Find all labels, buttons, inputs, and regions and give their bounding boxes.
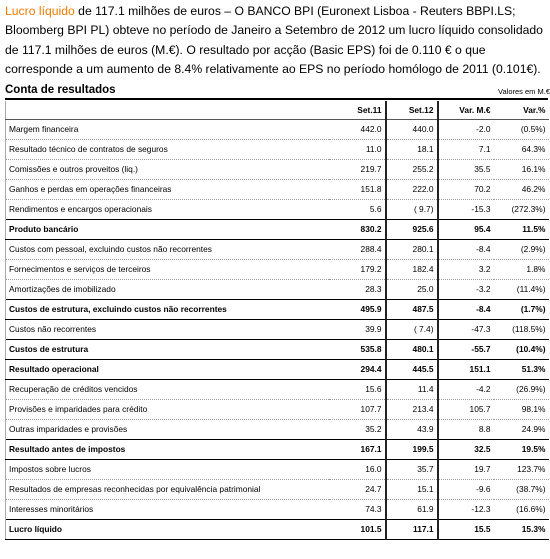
row-label: Comissões e outros proveitos (liq.)	[6, 159, 329, 179]
row-label: Ganhos e perdas em operações financeiras	[6, 179, 329, 199]
cell-set11: 219.7	[329, 159, 386, 179]
cell-var-abs: 105.7	[438, 399, 494, 419]
cell-set12: 487.5	[386, 299, 438, 319]
cell-set12: 18.1	[386, 139, 438, 159]
cell-var-pct: (118.5%)	[494, 319, 549, 339]
cell-var-pct: 51.3%	[494, 359, 549, 379]
cell-set11: 179.2	[329, 259, 386, 279]
table-row	[6, 479, 549, 499]
cell-set12: 43.9	[386, 419, 438, 439]
row-label: Provisões e imparidades para crédito	[6, 399, 329, 419]
table-row	[6, 299, 549, 319]
cell-set11: 294.4	[329, 359, 386, 379]
cell-set12: 11.4	[386, 379, 438, 399]
cell-var-pct: (0.5%)	[494, 119, 549, 139]
cell-set12: ( 7.4)	[386, 319, 438, 339]
cell-set11: 74.3	[329, 499, 386, 519]
cell-set12: 480.1	[386, 339, 438, 359]
cell-var-pct: (16.6%)	[494, 499, 549, 519]
table-row	[6, 339, 549, 359]
row-label: Resultados de empresas reconhecidas por equivalência patrimonial	[6, 479, 329, 499]
table-row	[6, 259, 549, 279]
cell-var-abs: 19.7	[438, 459, 494, 479]
cell-var-abs: -15.3	[438, 199, 494, 219]
cell-var-pct: 64.3%	[494, 139, 549, 159]
table-row	[6, 419, 549, 439]
row-label: Resultado técnico de contratos de seguros	[6, 139, 329, 159]
section-title: Conta de resultados	[5, 84, 116, 96]
cell-var-pct: (2.9%)	[494, 239, 549, 259]
cell-var-pct: 24.9%	[494, 419, 549, 439]
cell-var-abs: 15.5	[438, 519, 494, 539]
cell-var-abs: -12.3	[438, 499, 494, 519]
cell-var-pct: 123.7%	[494, 459, 549, 479]
table-row	[6, 179, 549, 199]
net-profit-link[interactable]: Lucro líquido	[5, 4, 75, 18]
cell-var-abs: 32.5	[438, 439, 494, 459]
table-row	[6, 459, 549, 479]
cell-var-abs: -4.2	[438, 379, 494, 399]
cell-set11: 101.5	[329, 519, 386, 539]
cell-set11: 495.9	[329, 299, 386, 319]
table-row	[6, 219, 549, 239]
header-label	[6, 101, 329, 119]
header-set11: Set.11	[329, 101, 386, 119]
cell-set12: 15.1	[386, 479, 438, 499]
cell-var-pct: 1.8%	[494, 259, 549, 279]
cell-set11: 28.3	[329, 279, 386, 299]
cell-set11: 535.8	[329, 339, 386, 359]
cell-var-abs: -47.3	[438, 319, 494, 339]
row-label: Margem financeira	[6, 119, 329, 139]
table-row	[6, 519, 549, 539]
cell-set12: 199.5	[386, 439, 438, 459]
cell-var-pct: 19.5%	[494, 439, 549, 459]
cell-var-abs: 95.4	[438, 219, 494, 239]
table-row	[6, 319, 549, 339]
cell-var-abs: 70.2	[438, 179, 494, 199]
cell-var-pct: 98.1%	[494, 399, 549, 419]
row-label: Outras imparidades e provisões	[6, 419, 329, 439]
row-label: Resultado operacional	[6, 359, 329, 379]
cell-var-pct: 46.2%	[494, 179, 549, 199]
cell-var-abs: 35.5	[438, 159, 494, 179]
table-row	[6, 279, 549, 299]
table-row	[6, 159, 549, 179]
table-row	[6, 239, 549, 259]
cell-var-abs: 7.1	[438, 139, 494, 159]
cell-set11: 107.7	[329, 399, 386, 419]
cell-set12: 25.0	[386, 279, 438, 299]
table-row	[6, 359, 549, 379]
cell-set12: 255.2	[386, 159, 438, 179]
table-row	[6, 439, 549, 459]
table-row	[6, 399, 549, 419]
table-row	[6, 119, 549, 139]
row-label: Fornecimentos e serviços de terceiros	[6, 259, 329, 279]
cell-set11: 167.1	[329, 439, 386, 459]
cell-set12: 445.5	[386, 359, 438, 379]
cell-var-pct: 16.1%	[494, 159, 549, 179]
row-label: Custos de estrutura, excluindo custos não recorrentes	[6, 299, 329, 319]
table-row	[6, 199, 549, 219]
header-set12: Set.12	[386, 101, 438, 119]
intro-text: de 117.1 milhões de euros – O BANCO BPI (Euronext Lisboa - Reuters BBPI.LS; Bloomberg BPI PL) obteve no período de Janeiro a Setembro de 2012 um lucro líquido consolidado de 117.1 milhões de euros (M.€). O resultado por acção (Basic EPS) foi de 0.110 € o que corresponde a um aumento de 8.4% relativamente ao EPS no período homólogo de 2011 (0.101€).	[5, 4, 543, 77]
row-label: Custos não recorrentes	[6, 319, 329, 339]
cell-set12: 182.4	[386, 259, 438, 279]
table-row	[6, 379, 549, 399]
cell-set12: 213.4	[386, 399, 438, 419]
cell-var-abs: 8.8	[438, 419, 494, 439]
cell-set11: 442.0	[329, 119, 386, 139]
cell-set11: 15.6	[329, 379, 386, 399]
cell-set11: 24.7	[329, 479, 386, 499]
cell-var-abs: -55.7	[438, 339, 494, 359]
cell-var-pct: (1.7%)	[494, 299, 549, 319]
income-statement-table	[5, 101, 549, 540]
cell-set12: 925.6	[386, 219, 438, 239]
cell-var-pct: (272.3%)	[494, 199, 549, 219]
cell-set11: 288.4	[329, 239, 386, 259]
table-header-row	[6, 101, 549, 119]
cell-set11: 5.6	[329, 199, 386, 219]
cell-set12: 35.7	[386, 459, 438, 479]
row-label: Amortizações de imobilizado	[6, 279, 329, 299]
cell-set12: 222.0	[386, 179, 438, 199]
row-label: Produto bancário	[6, 219, 329, 239]
row-label: Recuperação de créditos vencidos	[6, 379, 329, 399]
units-note: Valores em M.€	[498, 87, 550, 96]
cell-var-abs: -8.4	[438, 239, 494, 259]
cell-set12: 280.1	[386, 239, 438, 259]
row-label: Interesses minoritários	[6, 499, 329, 519]
table-row	[6, 139, 549, 159]
cell-var-pct: (10.4%)	[494, 339, 549, 359]
cell-var-pct: 11.5%	[494, 219, 549, 239]
cell-set11: 830.2	[329, 219, 386, 239]
cell-set11: 39.9	[329, 319, 386, 339]
row-label: Lucro líquido	[6, 519, 329, 539]
row-label: Custos com pessoal, excluindo custos não recorrentes	[6, 239, 329, 259]
cell-var-pct: (26.9%)	[494, 379, 549, 399]
cell-var-abs: -2.0	[438, 119, 494, 139]
cell-set11: 35.2	[329, 419, 386, 439]
cell-set12: 440.0	[386, 119, 438, 139]
cell-var-pct: (38.7%)	[494, 479, 549, 499]
cell-var-abs: 151.1	[438, 359, 494, 379]
cell-set11: 11.0	[329, 139, 386, 159]
section-header	[5, 84, 548, 100]
row-label: Rendimentos e encargos operacionais	[6, 199, 329, 219]
row-label: Impostos sobre lucros	[6, 459, 329, 479]
row-label: Custos de estrutura	[6, 339, 329, 359]
header-var-abs: Var. M.€	[438, 101, 494, 119]
row-label: Resultado antes de impostos	[6, 439, 329, 459]
cell-var-pct: 15.3%	[494, 519, 549, 539]
cell-var-abs: 3.2	[438, 259, 494, 279]
table-row	[6, 499, 549, 519]
cell-set12: 61.9	[386, 499, 438, 519]
cell-set11: 16.0	[329, 459, 386, 479]
cell-var-abs: -8.4	[438, 299, 494, 319]
cell-set12: ( 9.7)	[386, 199, 438, 219]
cell-set12: 117.1	[386, 519, 438, 539]
cell-var-abs: -3.2	[438, 279, 494, 299]
cell-set11: 151.8	[329, 179, 386, 199]
cell-var-pct: (11.4%)	[494, 279, 549, 299]
header-var-pct: Var.%	[494, 101, 549, 119]
intro-paragraph	[5, 2, 550, 80]
cell-var-abs: -9.6	[438, 479, 494, 499]
